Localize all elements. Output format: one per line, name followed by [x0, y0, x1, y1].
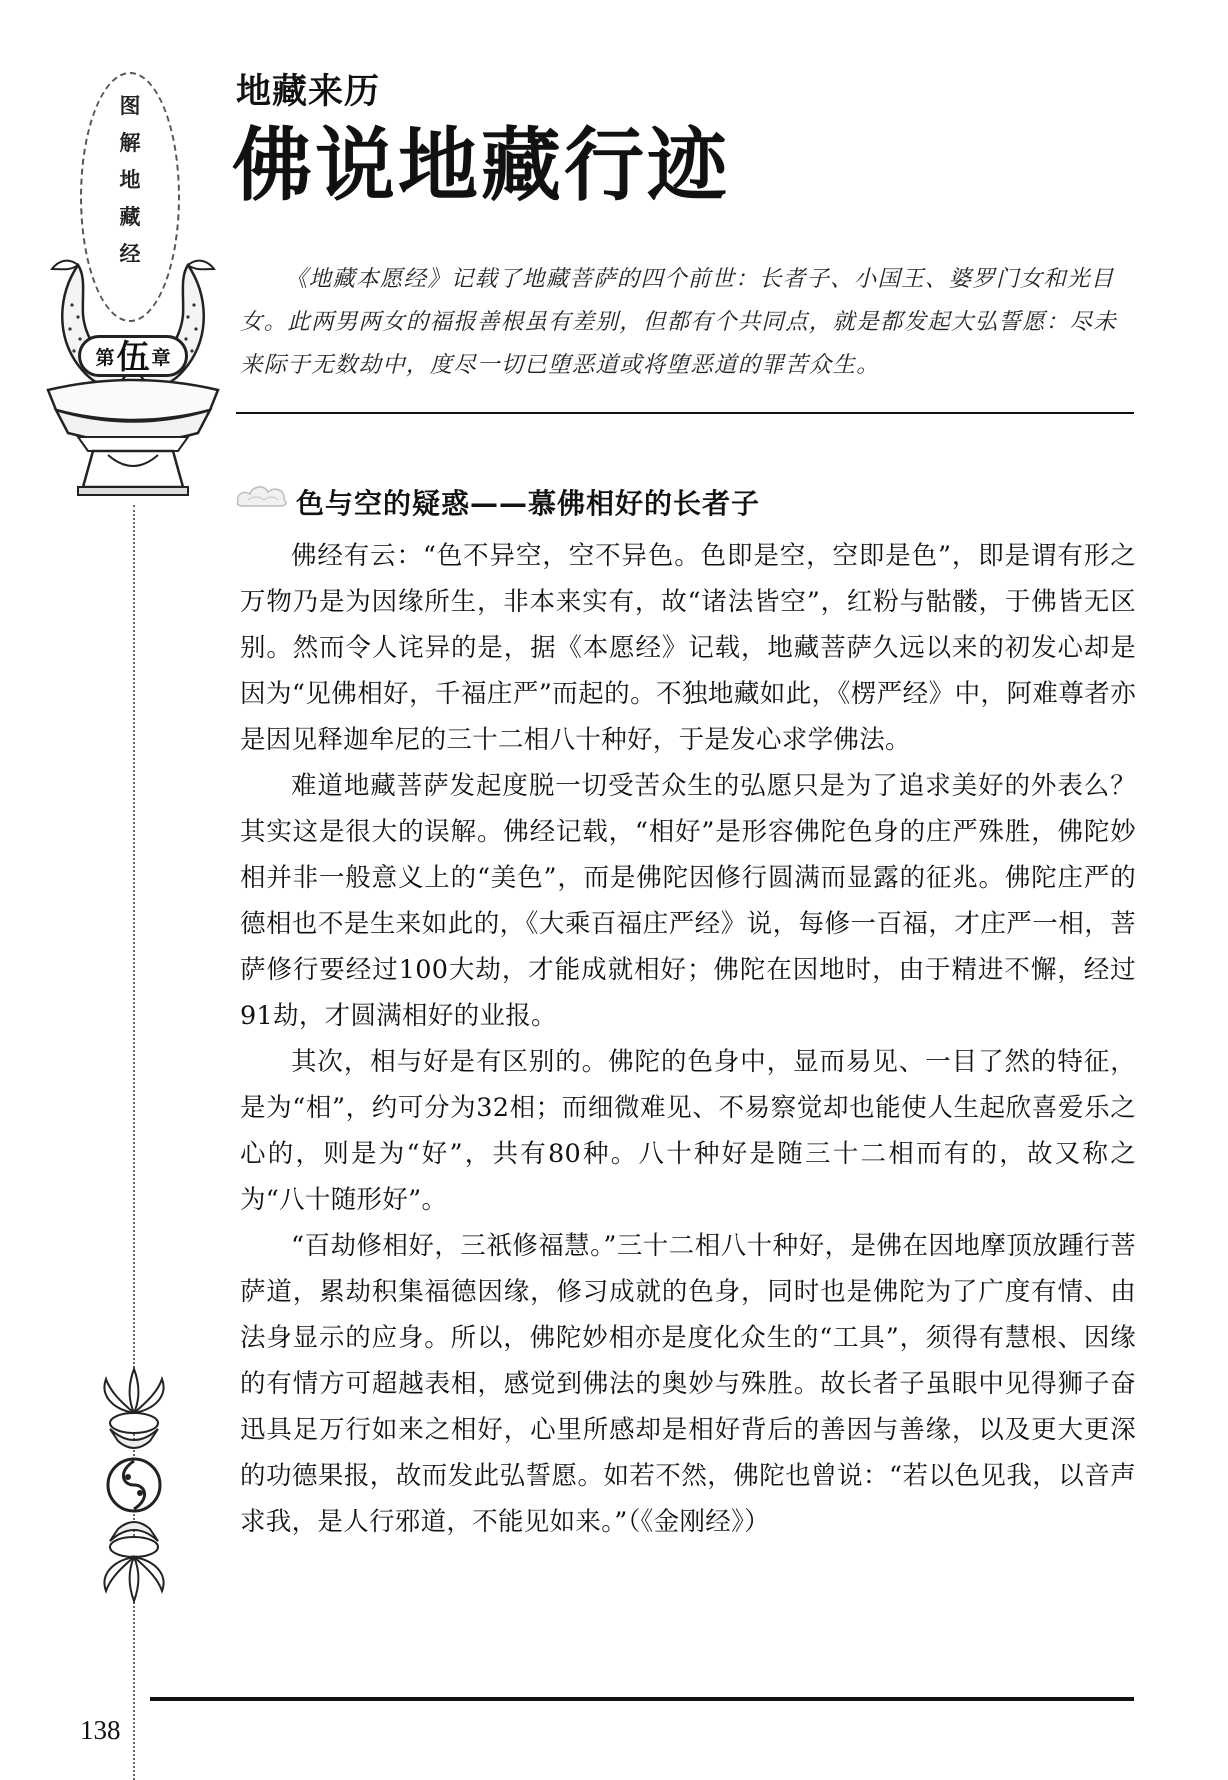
- series-title-char: 解: [119, 131, 141, 155]
- footer-divider: [150, 1697, 1134, 1701]
- header-divider: [236, 412, 1134, 414]
- series-title-char: 经: [119, 242, 141, 266]
- series-title-char: 图: [119, 94, 141, 118]
- page-number: 138: [80, 1715, 121, 1745]
- chapter-numeral: 伍: [116, 336, 150, 376]
- body-paragraph: “百劫修相好，三祇修福慧。”三十二相八十种好，是佛在因地摩顶放踵行菩萨道，累劫积集福德因缘，修习成就的色身，同时也是佛陀为了广度有情、由法身显示的应身。所以，佛陀妙相亦是度化众生的“工具”，须得有慧根、因缘的有情方可超越表相，感觉到佛法的奥妙与殊胜。故长者子虽眼中见得狮子奋迅具足万行如来之相好，心里所感却是相好背后的善因与善缘，以及更大更深的功德果报，故而发此弘誓愿。如若不然，佛陀也曾说：“若以色见我，以音声求我，是人行邪道，不能见如来。”（《金刚经》）: [240, 1231, 1136, 1537]
- article-body: [240, 533, 1136, 1545]
- fish-lotus-pedestal-icon: [38, 255, 228, 500]
- chapter-badge: [78, 335, 188, 377]
- body-paragraph: 难道地藏菩萨发起度脱一切受苦众生的弘愿只是为了追求美好的外表么？其实这是很大的误解。佛经记载，“相好”是形容佛陀色身的庄严殊胜，佛陀妙相并非一般意义上的“美色”，而是佛陀因修行圆满而显露的征兆。佛陀庄严的德相也不是生来如此的，《大乘百福庄严经》说，每修一百福，才庄严一相，菩萨修行要经过100大劫，才能成就相好；佛陀在因地时，由于精进不懈，经过91劫，才圆满相好的业报。: [240, 771, 1136, 1031]
- section-heading: 色与空的疑惑——慕佛相好的长者子: [296, 487, 761, 520]
- cloud-icon: [234, 478, 290, 508]
- section-label: 地藏来历: [236, 72, 381, 112]
- intro-paragraph: 《地藏本愿经》记载了地藏菩萨的四个前世：长者子、小国王、婆罗门女和光目女。此两男两女的福报善根虽有差别，但都有个共同点，就是都发起大弘誓愿：尽未来际于无数劫中，度尽一切已堕恶道或将堕恶道的罪苦众生。: [240, 266, 1117, 378]
- chapter-prefix: 第: [95, 346, 115, 369]
- vajra-icon: [88, 1365, 180, 1605]
- series-title-char: 地: [119, 168, 141, 192]
- body-paragraph: 其次，相与好是有区别的。佛陀的色身中，显而易见、一目了然的特征，是为“相”，约可分为32相；而细微难见、不易察觉却也能使人生起欣喜爱乐之心的，则是为“好”，共有80种。八十种好是随三十二相而有的，故又称之为“八十随形好”。: [240, 1047, 1136, 1215]
- series-title-char: 藏: [119, 205, 141, 229]
- body-paragraph: 佛经有云：“色不异空，空不异色。色即是空，空即是色”，即是谓有形之万物乃是为因缘所生，非本来实有，故“诸法皆空”，红粉与骷髅，于佛皆无区别。然而令人诧异的是，据《本愿经》记载，地藏菩萨久远以来的初发心却是因为“见佛相好，千福庄严”而起的。不独地藏如此，《楞严经》中，阿难尊者亦是因见释迦牟尼的三十二相八十种好，于是发心求学佛法。: [240, 541, 1136, 755]
- chapter-suffix: 章: [151, 346, 171, 369]
- series-title: [108, 92, 152, 268]
- page-title: 佛说地藏行迹: [232, 119, 730, 212]
